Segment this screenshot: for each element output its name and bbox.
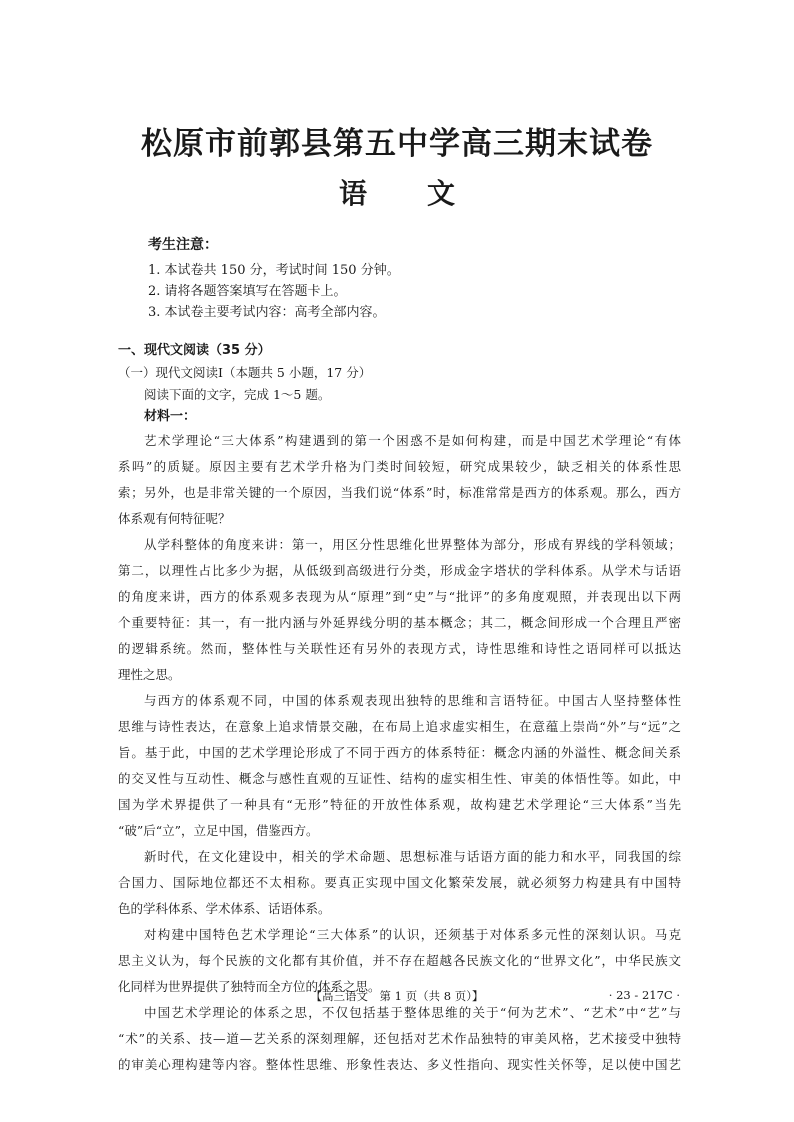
reading-section [118,340,681,1078]
subject-char-2: 文 [427,177,456,210]
text-line: 从学科整体的角度来讲：第一，用区分性思维化世界整体为部分，形成有界线的学科领域； [144,537,681,552]
text-line: 旨。基于此，中国的艺术学理论形成了不同于西方的体系特征：概念内涵的外溢性、概念间关系 [118,745,681,760]
section-subheading: （一）现代文阅读Ⅰ（本题共 5 小题，17 分） [118,365,372,380]
text-line: 中国艺术学理论的体系之思，不仅包括基于整体思维的关于“何为艺术”、“艺术”中“艺”与 [144,1005,681,1020]
text-line: 的审美心理构建等内容。整体性思维、形象性表达、多义性指向、现实性关怀等，足以使中国艺 [118,1057,681,1072]
section-heading: 一、现代文阅读（35 分） [118,343,271,358]
text-line: 的逻辑系统。然而，整体性与关联性还有另外的表现方式，诗性思维和诗性之语同样可以抵达 [118,641,681,656]
candidate-notice [148,234,708,323]
text-line: 与西方的体系观不同，中国的体系观表现出独特的思维和言语特征。中国古人坚持整体性 [144,693,681,708]
page-footer [0,988,794,1008]
notice-item: 3. 本试卷主要考试内容：高考全部内容。 [148,305,386,320]
text-line: 色的学科体系、学术体系、话语体系。 [118,901,331,916]
paragraph-6 [118,1000,681,1078]
section-instruction: 阅读下面的文字，完成 1～5 题。 [144,387,331,402]
text-line: 索；另外，也是非常关键的一个原因，当我们说“体系”时，标准常常是西方的体系观。那么，西方 [118,485,681,500]
text-line: 个重要特征：其一，有一批内涵与外延界线分明的基本概念；其二，概念间形成一个合理且严密 [118,615,681,630]
exam-code: · 23 - 217C · [608,988,680,1002]
text-line: 化同样为世界提供了独特而全方位的体系之思。 [118,979,381,994]
text-line: “破”后“立”，立足中国，借鉴西方。 [118,823,319,838]
notice-list [148,260,708,323]
text-line: 思维与诗性表达，在意象上追求情景交融，在布局上追求虚实相生，在意蕴上崇尚“外”与“远”之 [118,719,681,734]
text-line: 思主义认为，每个民族的文化都有其价值，并不存在超越各民族文化的“世界文化”，中华民族文 [118,953,681,968]
paragraph-3 [118,688,681,844]
text-line: 的交叉性与互动性、概念与感性直观的互证性、结构的虚实相生性、审美的体悟性等。如此，中 [118,771,681,786]
page-number: 【高三语文 第 1 页（共 8 页）】 [310,989,484,1003]
text-line: 对构建中国特色艺术学理论“三大体系”的认识，还须基于对体系多元性的深刻认识。马克 [144,927,681,942]
text-line: 艺术学理论“三大体系”构建遇到的第一个困惑不是如何构建，而是中国艺术学理论“有体 [144,433,681,448]
notice-heading: 考生注意： [148,237,218,253]
text-line: 第二，以理性占比多少为据，从低级到高级进行分类，形成金字塔状的学科体系。从学术与话语 [118,563,681,578]
text-line: 体系观有何特征呢？ [118,511,231,526]
text-line: “术”的关系、技—道—艺关系的深刻理解，还包括对艺术作品独特的审美风格，艺术接受中独特 [118,1031,681,1046]
material-label: 材料一： [144,409,197,424]
paragraph-2 [118,532,681,688]
subject-title [0,172,794,212]
text-line: 国为学术界提供了一种具有“无形”特征的开放性体系观，故构建艺术学理论“三大体系”当先 [118,797,681,812]
text-line: 系吗”的质疑。原因主要有艺术学升格为门类时间较短，研究成果较少，缺乏相关的体系性思 [118,459,681,474]
text-line: 的角度来讲，西方的体系观多表现为从“原理”到“史”与“批评”的多角度观照，并表现出以下两 [118,589,681,604]
text-line: 新时代，在文化建设中，相关的学术命题、思想标准与话语方面的能力和水平，同我国的综 [144,849,681,864]
exam-title: 松原市前郭县第五中学高三期末试卷 [141,126,653,162]
paragraph-4 [118,844,681,922]
text-line: 合国力、国际地位都还不太相称。要真正实现中国文化繁荣发展，就必须努力构建具有中国特 [118,875,681,890]
text-line: 理性之思。 [118,667,181,682]
paragraph-1 [118,428,681,532]
notice-item: 1. 本试卷共 150 分，考试时间 150 分钟。 [148,263,400,278]
notice-item: 2. 请将各题答案填写在答题卡上。 [148,284,347,299]
subject-char-1: 语 [338,177,367,210]
